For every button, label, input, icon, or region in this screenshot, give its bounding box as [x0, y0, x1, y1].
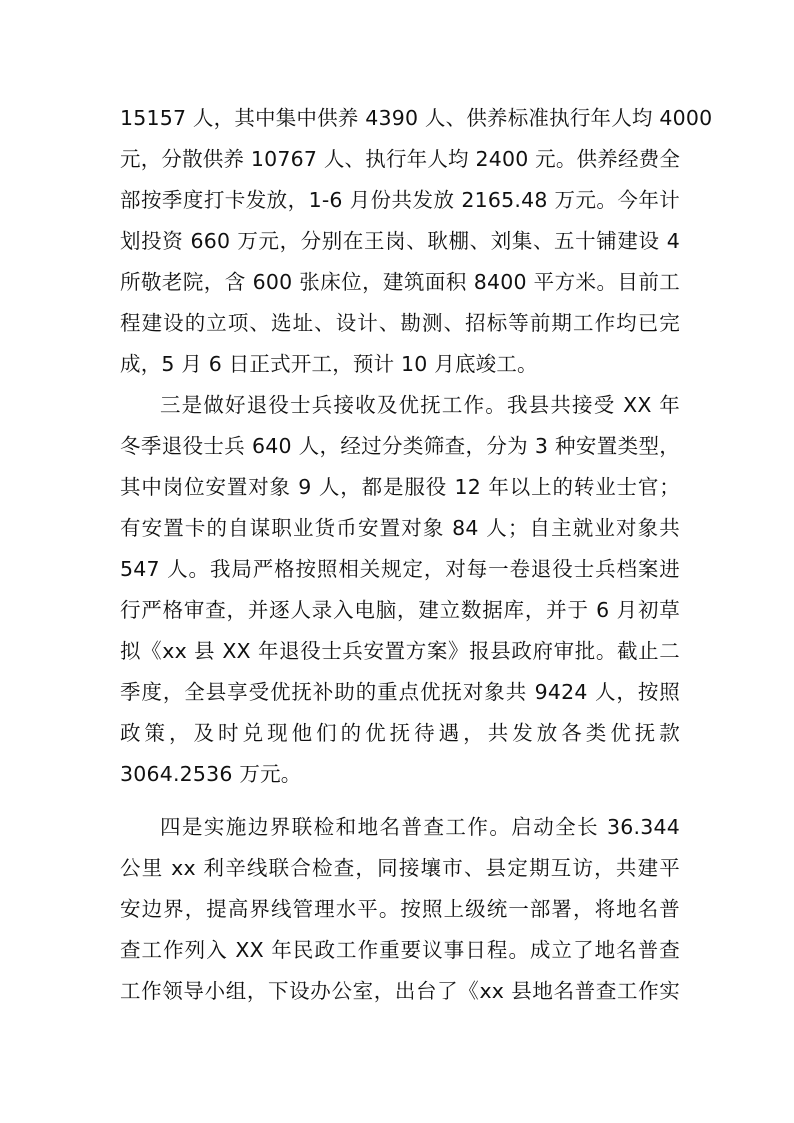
text-line: 有安置卡的自谋职业货币安置对象 84 人；自主就业对象共	[120, 516, 680, 540]
text-line: 15157 人，其中集中供养 4390 人、供养标准执行年人均 4000	[120, 106, 713, 130]
text-line: 工作领导小组，下设办公室，出台了《xx 县地名普查工作实	[120, 979, 680, 1003]
text-line: 季度，全县享受优抚补助的重点优抚对象共 9424 人，按照	[120, 680, 680, 704]
paragraph-first-line: 四是实施边界联检和地名普查工作。启动全长 36.344	[160, 815, 680, 839]
text-line: 行严格审查，并逐人录入电脑，建立数据库，并于 6 月初草	[120, 598, 680, 622]
text-line: 所敬老院，含 600 张床位，建筑面积 8400 平方米。目前工	[120, 270, 680, 294]
text-line: 3064.2536 万元。	[120, 762, 302, 786]
text-line: 其中岗位安置对象 9 人，都是服役 12 年以上的转业士官；	[120, 475, 680, 499]
text-line: 查工作列入 XX 年民政工作重要议事日程。成立了地名普查	[120, 938, 680, 962]
text-line: 成，5 月 6 日正式开工，预计 10 月底竣工。	[120, 352, 538, 376]
text-line: 元，分散供养 10767 人、执行年人均 2400 元。供养经费全	[120, 147, 681, 171]
text-line: 拟《xx 县 XX 年退役士兵安置方案》报县政府审批。截止二	[120, 639, 680, 663]
text-line: 政策，及时兑现他们的优抚待遇，共发放各类优抚款	[120, 721, 680, 745]
text-line: 安边界，提高界线管理水平。按照上级统一部署，将地名普	[120, 897, 680, 921]
text-line: 程建设的立项、选址、设计、勘测、招标等前期工作均已完	[120, 311, 680, 335]
text-line: 部按季度打卡发放，1-6 月份共发放 2165.48 万元。今年计	[120, 188, 680, 212]
text-line: 划投资 660 万元，分别在王岗、耿棚、刘集、五十铺建设 4	[120, 229, 680, 253]
paragraph-first-line: 三是做好退役士兵接收及优抚工作。我县共接受 XX 年	[160, 393, 680, 417]
text-line: 547 人。我局严格按照相关规定，对每一卷退役士兵档案进	[120, 557, 680, 581]
text-line: 冬季退役士兵 640 人，经过分类筛查，分为 3 种安置类型，	[120, 434, 680, 458]
text-line: 公里 xx 利辛线联合检查，同接壤市、县定期互访，共建平	[120, 856, 680, 880]
